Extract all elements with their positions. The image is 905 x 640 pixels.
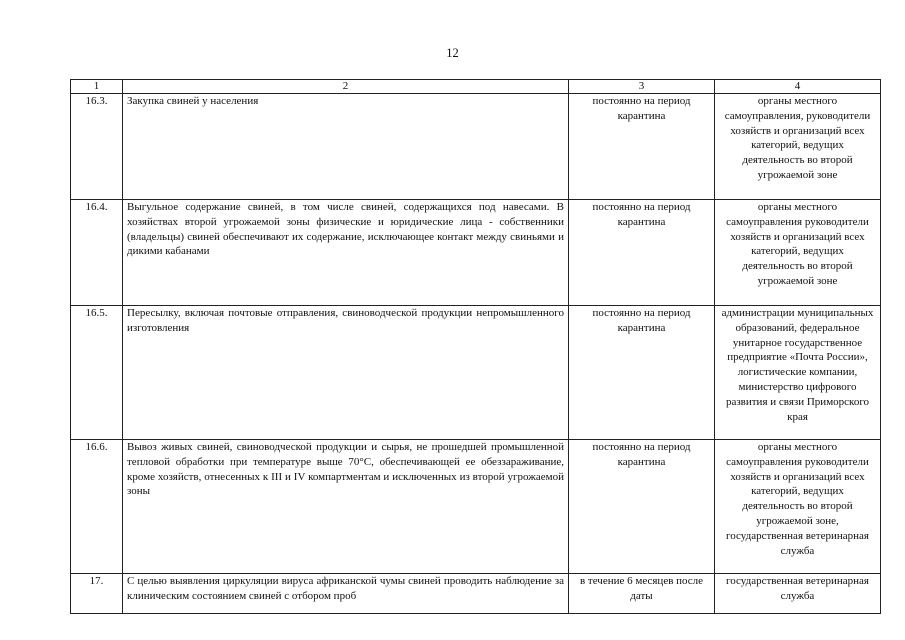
item-number: 16.6. — [71, 440, 123, 574]
table-row — [71, 440, 881, 574]
item-number: 16.3. — [71, 94, 123, 200]
period-text: постоянно на период карантина — [569, 94, 715, 200]
measure-text: С целью выявления циркуляции вируса африканской чумы свиней проводить наблюдение за клиническим состоянием свиней с отбором проб — [123, 574, 569, 614]
measure-text: Пересылку, включая почтовые отправления, свиноводческой продукции непромышленного изготовления — [123, 306, 569, 440]
item-number: 16.5. — [71, 306, 123, 440]
period-text: постоянно на период карантина — [569, 306, 715, 440]
period-text: постоянно на период карантина — [569, 440, 715, 574]
column-header-measure: 2 — [123, 80, 569, 94]
measures-table — [70, 79, 881, 614]
table-row — [71, 574, 881, 614]
table-row — [71, 200, 881, 306]
responsible-text: органы местного самоуправления руководители хозяйств и организаций всех категорий, ведущих деятельность во второй угрожаемой зоне, государственная ветеринарная служба — [715, 440, 881, 574]
responsible-text: администрации муниципальных образований, федеральное унитарное государственное предприятие «Почта России», логистические компании, министерство цифрового развития и связи Приморского края — [715, 306, 881, 440]
page-number: 12 — [446, 46, 459, 60]
table-row — [71, 94, 881, 200]
responsible-text: органы местного самоуправления руководители хозяйств и организаций всех категорий, ведущих деятельность во второй угрожаемой зоне — [715, 200, 881, 306]
item-number: 17. — [71, 574, 123, 614]
column-header-period: 3 — [569, 80, 715, 94]
measure-text: Вывоз живых свиней, свиноводческой продукции и сырья, не прошедшей промышленной тепловой обработки при температуре выше 70°С, обеспечивающей ее обеззараживание, кроме хозяйств, отнесенных к III и IV компартментам и исключенных из второй угрожаемой зоны — [123, 440, 569, 574]
period-text: в течение 6 месяцев после даты — [569, 574, 715, 614]
item-number: 16.4. — [71, 200, 123, 306]
period-text: постоянно на период карантина — [569, 200, 715, 306]
column-header-number: 1 — [71, 80, 123, 94]
table-row — [71, 306, 881, 440]
measure-text: Выгульное содержание свиней, в том числе свиней, содержащихся под навесами. В хозяйствах второй угрожаемой зоны физические и юридические лица - собственники (владельцы) свиней обеспечивают их содержание, исключающее контакт между свиньями и дикими кабанами — [123, 200, 569, 306]
table-header-row — [71, 80, 881, 94]
column-header-responsible: 4 — [715, 80, 881, 94]
responsible-text: органы местного самоуправления, руководители хозяйств и организаций всех категорий, ведущих деятельность во второй угрожаемой зоне — [715, 94, 881, 200]
responsible-text: государственная ветеринарная служба — [715, 574, 881, 614]
measure-text: Закупка свиней у населения — [123, 94, 569, 200]
